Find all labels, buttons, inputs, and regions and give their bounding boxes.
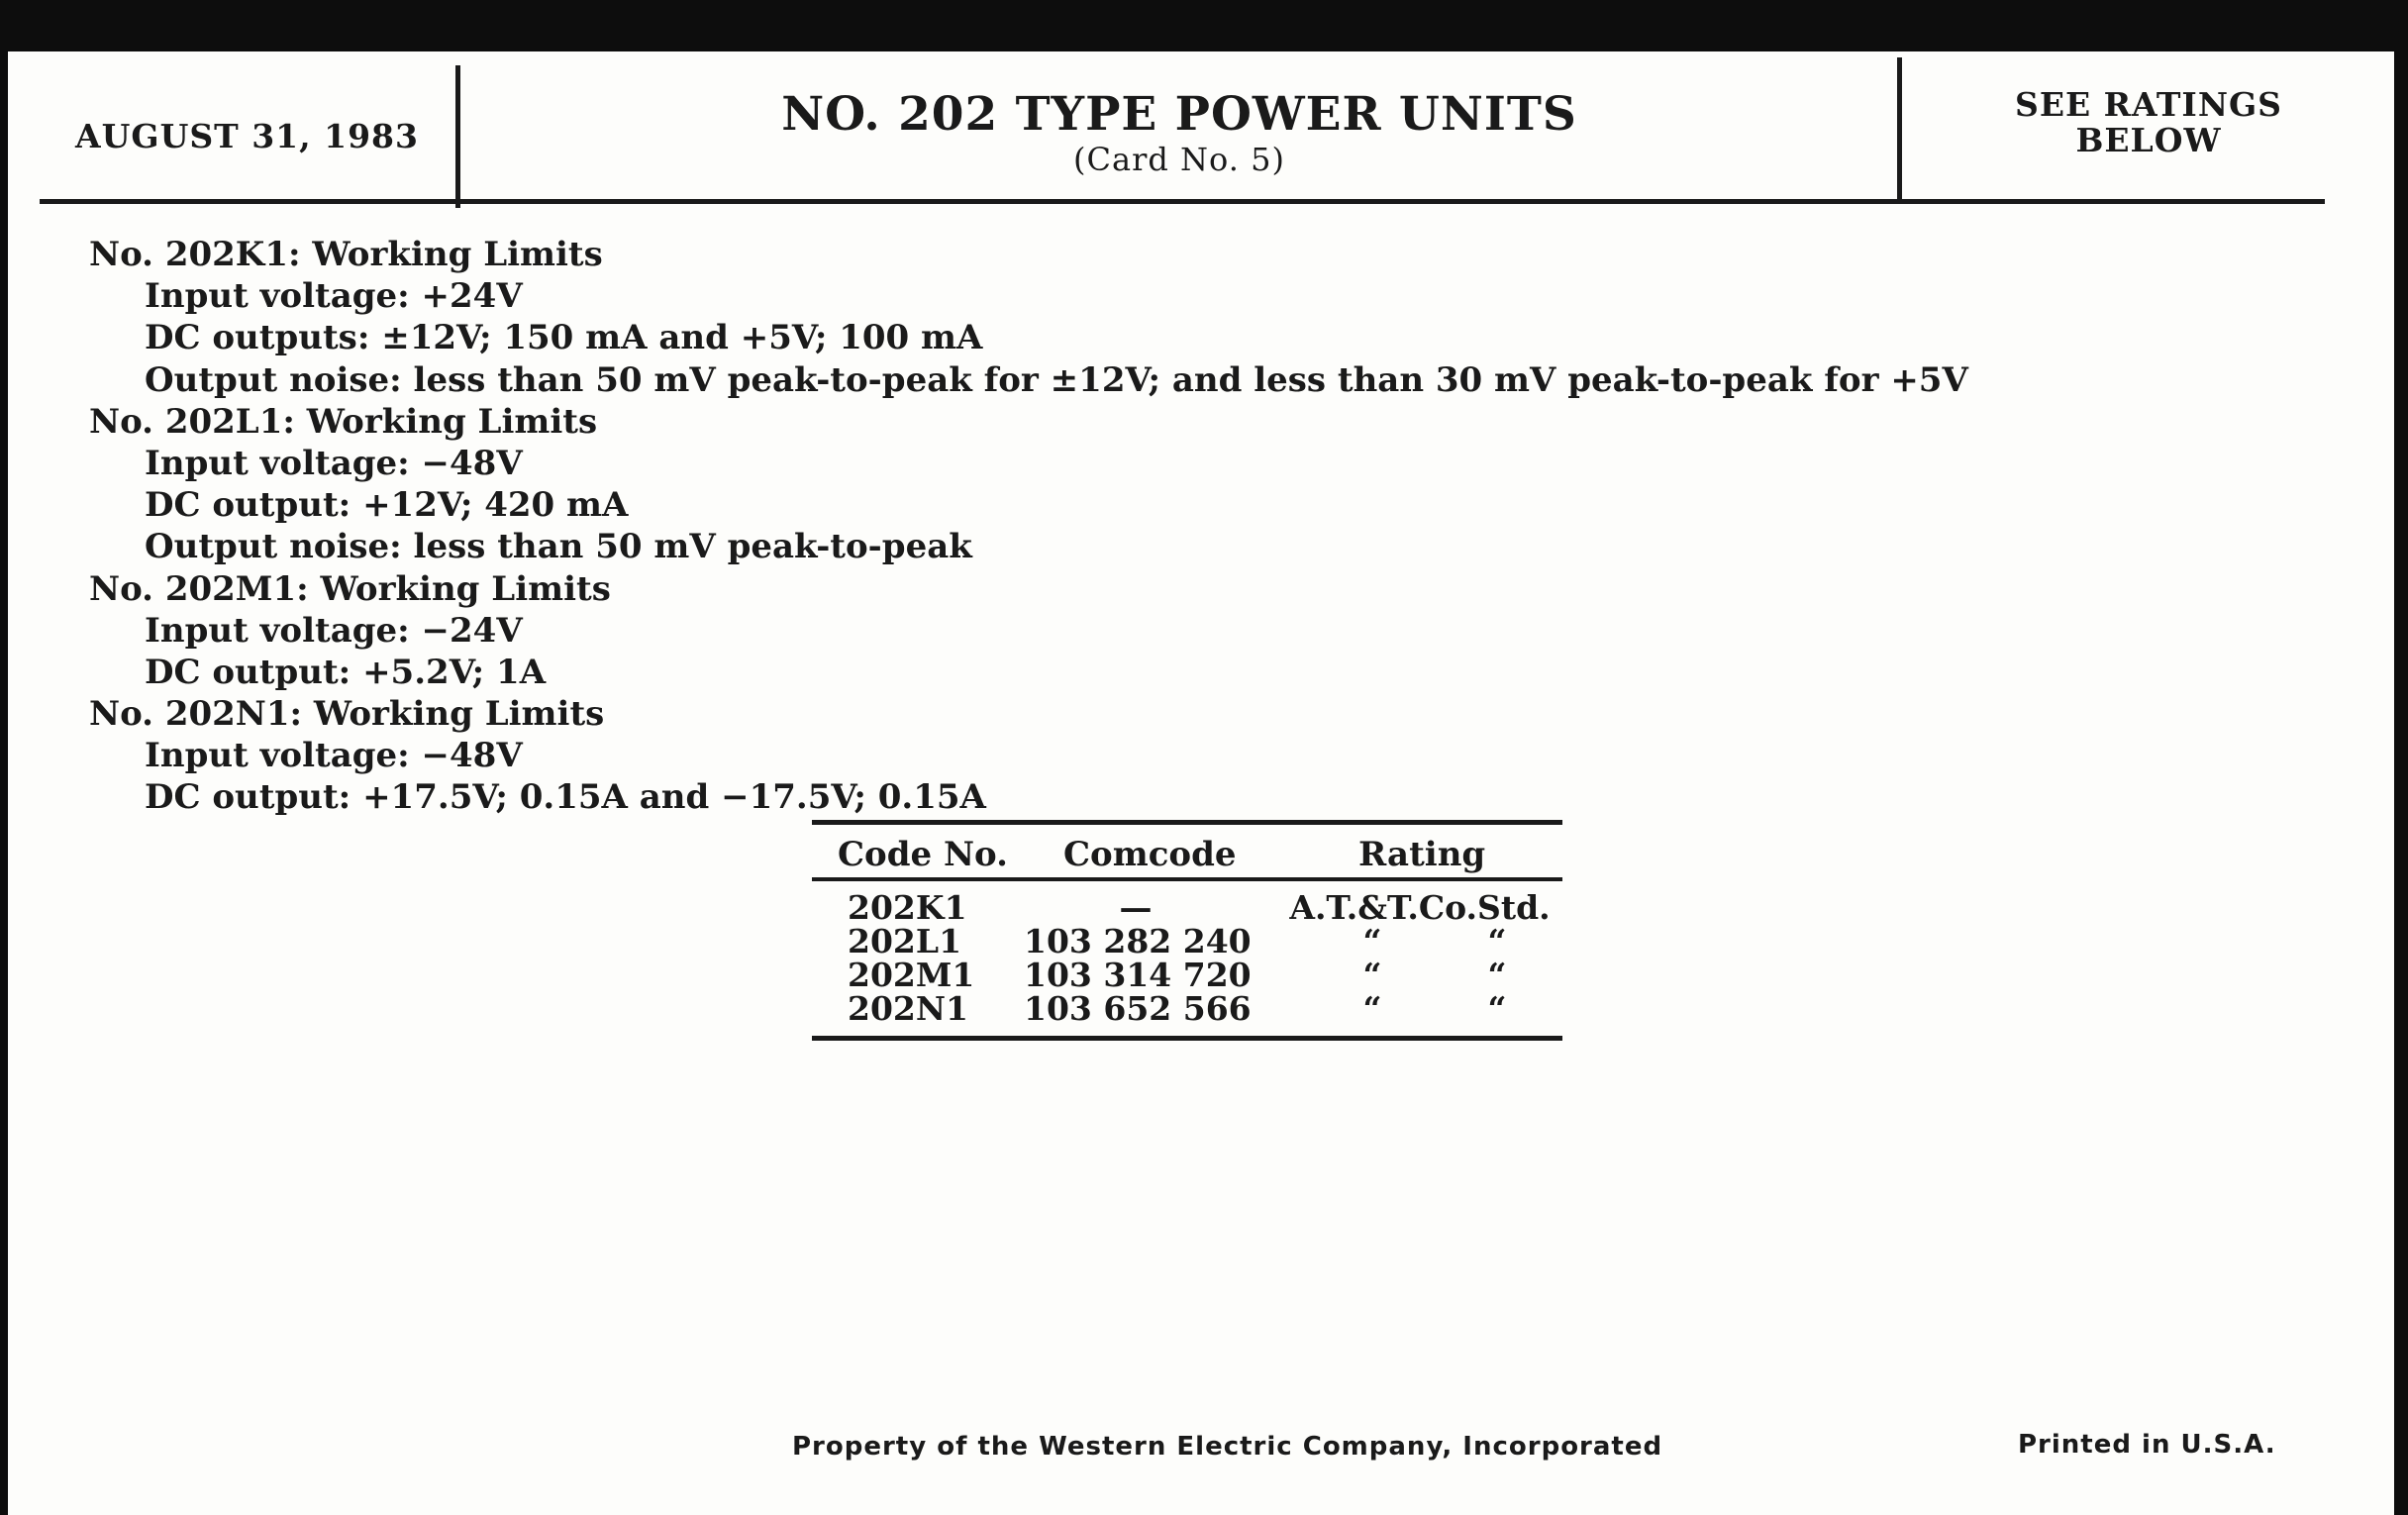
- header-divider-right: [1897, 57, 1902, 202]
- cell-code: 202N1: [848, 989, 969, 1028]
- ratings-table: [812, 820, 1562, 1041]
- index-card: [8, 51, 2394, 1515]
- printed-notice: Printed in U.S.A.: [2018, 1430, 2276, 1460]
- cell-rating-ditto: “: [1487, 989, 1507, 1028]
- spec-line: DC output: +12V; 420 mA: [145, 485, 629, 526]
- unit-heading: No. 202K1: Working Limits: [89, 235, 603, 274]
- spec-line: Input voltage: −48V: [145, 736, 523, 776]
- cell-rating: A.T.&T.Co.Std.: [1289, 888, 1551, 927]
- ratings-note-line: SEE RATINGS: [2014, 85, 2283, 124]
- cell-code: 202L1: [848, 922, 962, 960]
- cell-code: 202M1: [848, 956, 975, 994]
- column-header-comcode: Comcode: [1063, 835, 1237, 874]
- card-title: NO. 202 TYPE POWER UNITS: [781, 87, 1577, 142]
- spec-line: DC outputs: ±12V; 150 mA and +5V; 100 mA: [145, 318, 983, 358]
- spec-line: DC output: +17.5V; 0.15A and −17.5V; 0.15A: [145, 777, 986, 818]
- ratings-note-line: BELOW: [2075, 121, 2222, 159]
- cell-rating-ditto: “: [1362, 956, 1382, 994]
- unit-heading: No. 202M1: Working Limits: [89, 568, 611, 609]
- header-rule: [40, 199, 2325, 204]
- ratings-note: [1903, 87, 2394, 158]
- cell-code: 202K1: [848, 888, 967, 927]
- property-notice: Property of the Western Electric Company, Incorporated: [792, 1432, 1663, 1462]
- table-row: [812, 989, 1562, 1028]
- table-row: [812, 888, 1562, 927]
- unit-heading: No. 202L1: Working Limits: [89, 401, 598, 442]
- spec-line: Input voltage: −24V: [145, 610, 523, 651]
- card-subtitle: (Card No. 5): [1073, 141, 1285, 178]
- column-header-code: Code No.: [838, 835, 1008, 874]
- cell-rating-ditto: “: [1487, 922, 1507, 960]
- cell-rating-ditto: “: [1487, 956, 1507, 994]
- cell-comcode: 103 314 720: [1024, 956, 1252, 994]
- cell-rating-ditto: “: [1362, 922, 1382, 960]
- column-header-rating: Rating: [1358, 835, 1486, 874]
- table-body: [812, 881, 1562, 1036]
- unit-heading: No. 202N1: Working Limits: [89, 694, 605, 735]
- card-date: AUGUST 31, 1983: [75, 117, 419, 155]
- spec-line: Input voltage: +24V: [145, 276, 523, 317]
- spec-line: Output noise: less than 50 mV peak-to-peak for ±12V; and less than 30 mV peak-to-peak for +5V: [145, 359, 1968, 400]
- cell-rating-ditto: “: [1362, 989, 1382, 1028]
- cell-comcode: 103 282 240: [1024, 922, 1252, 960]
- working-limits-section: [89, 234, 1970, 819]
- spec-line: DC output: +5.2V; 1A: [145, 652, 547, 692]
- table-row: [812, 922, 1562, 960]
- table-row: [812, 956, 1562, 994]
- spec-line: Output noise: less than 50 mV peak-to-peak: [145, 527, 972, 567]
- table-header: [812, 825, 1562, 881]
- cell-comcode: 103 652 566: [1024, 989, 1252, 1028]
- header-divider-left: [455, 65, 460, 208]
- cell-comcode: —: [1119, 888, 1153, 927]
- spec-line: Input voltage: −48V: [145, 443, 523, 483]
